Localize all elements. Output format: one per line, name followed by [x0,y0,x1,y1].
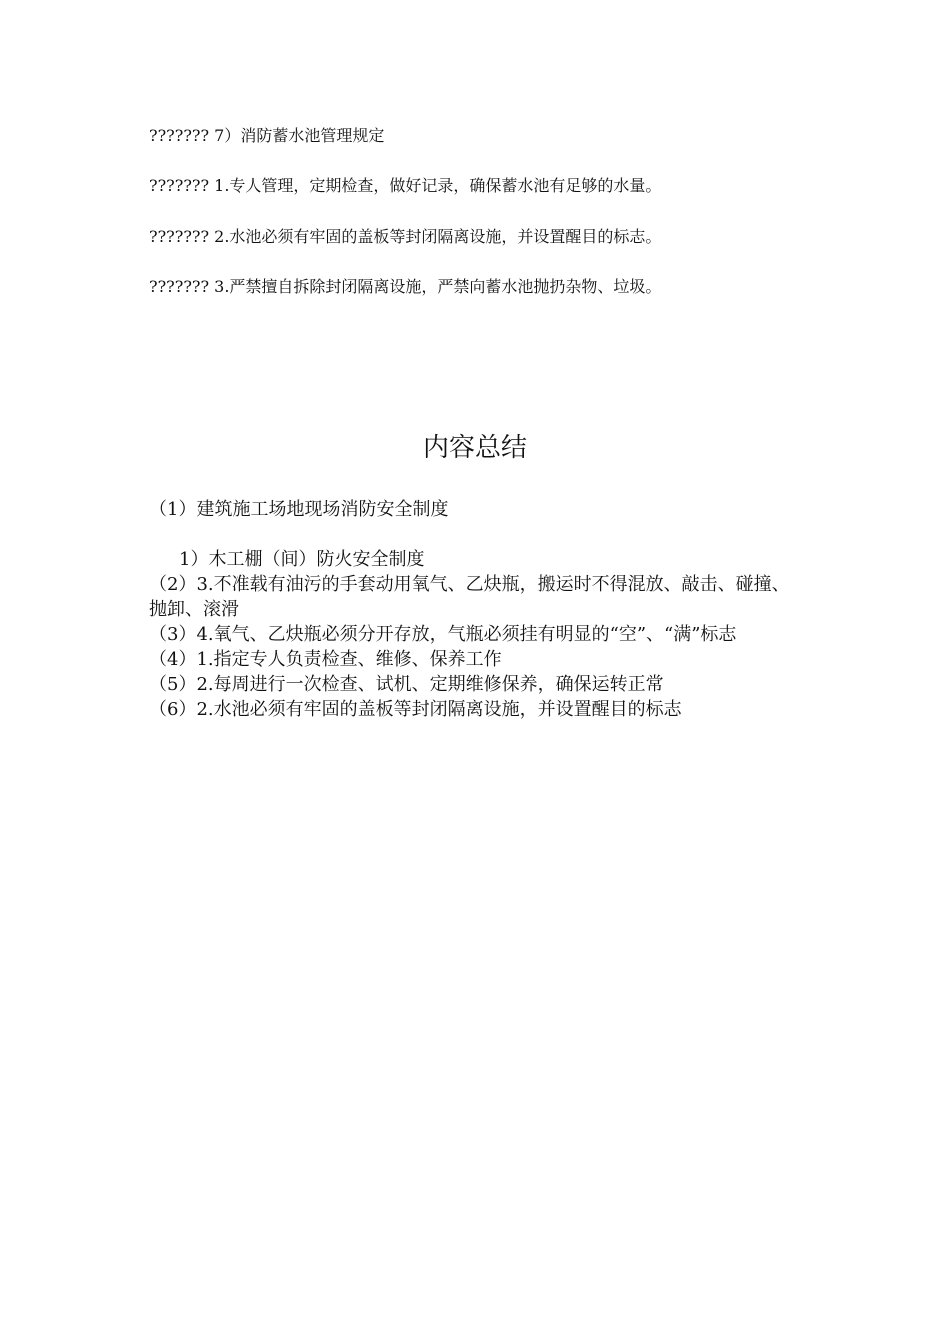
summary-sub-heading: 1）木工棚（间）防火安全制度 [179,549,425,570]
paragraph-pool-rules-title: ??????? 7）消防蓄水池管理规定 [149,126,385,145]
summary-list [149,547,799,722]
summary-title: 内容总结 [422,433,527,463]
summary-item: （6）2.水池必须有牢固的盖板等封闭隔离设施，并设置醒目的标志 [149,699,682,720]
summary-item: （5）2.每周进行一次检查、试机、定期维修保养，确保运转正常 [149,674,664,695]
summary-item: （2）3.不准载有油污的手套动用氧气、乙炔瓶，搬运时不得混放、敲击、碰撞、抛卸、滚滑 [149,574,790,620]
summary-heading: （1）建筑施工场地现场消防安全制度 [149,499,449,520]
paragraph-rule-3: ??????? 3.严禁擅自拆除封闭隔离设施，严禁向蓄水池抛扔杂物、垃圾。 [149,277,662,296]
summary-item: （3）4.氧气、乙炔瓶必须分开存放，气瓶必须挂有明显的“空”、“满”标志 [149,624,737,645]
summary-item: （4）1.指定专人负责检查、维修、保养工作 [149,649,502,670]
paragraph-rule-2: ??????? 2.水池必须有牢固的盖板等封闭隔离设施，并设置醒目的标志。 [149,227,662,246]
paragraph-rule-1: ??????? 1.专人管理，定期检查，做好记录，确保蓄水池有足够的水量。 [149,176,662,195]
